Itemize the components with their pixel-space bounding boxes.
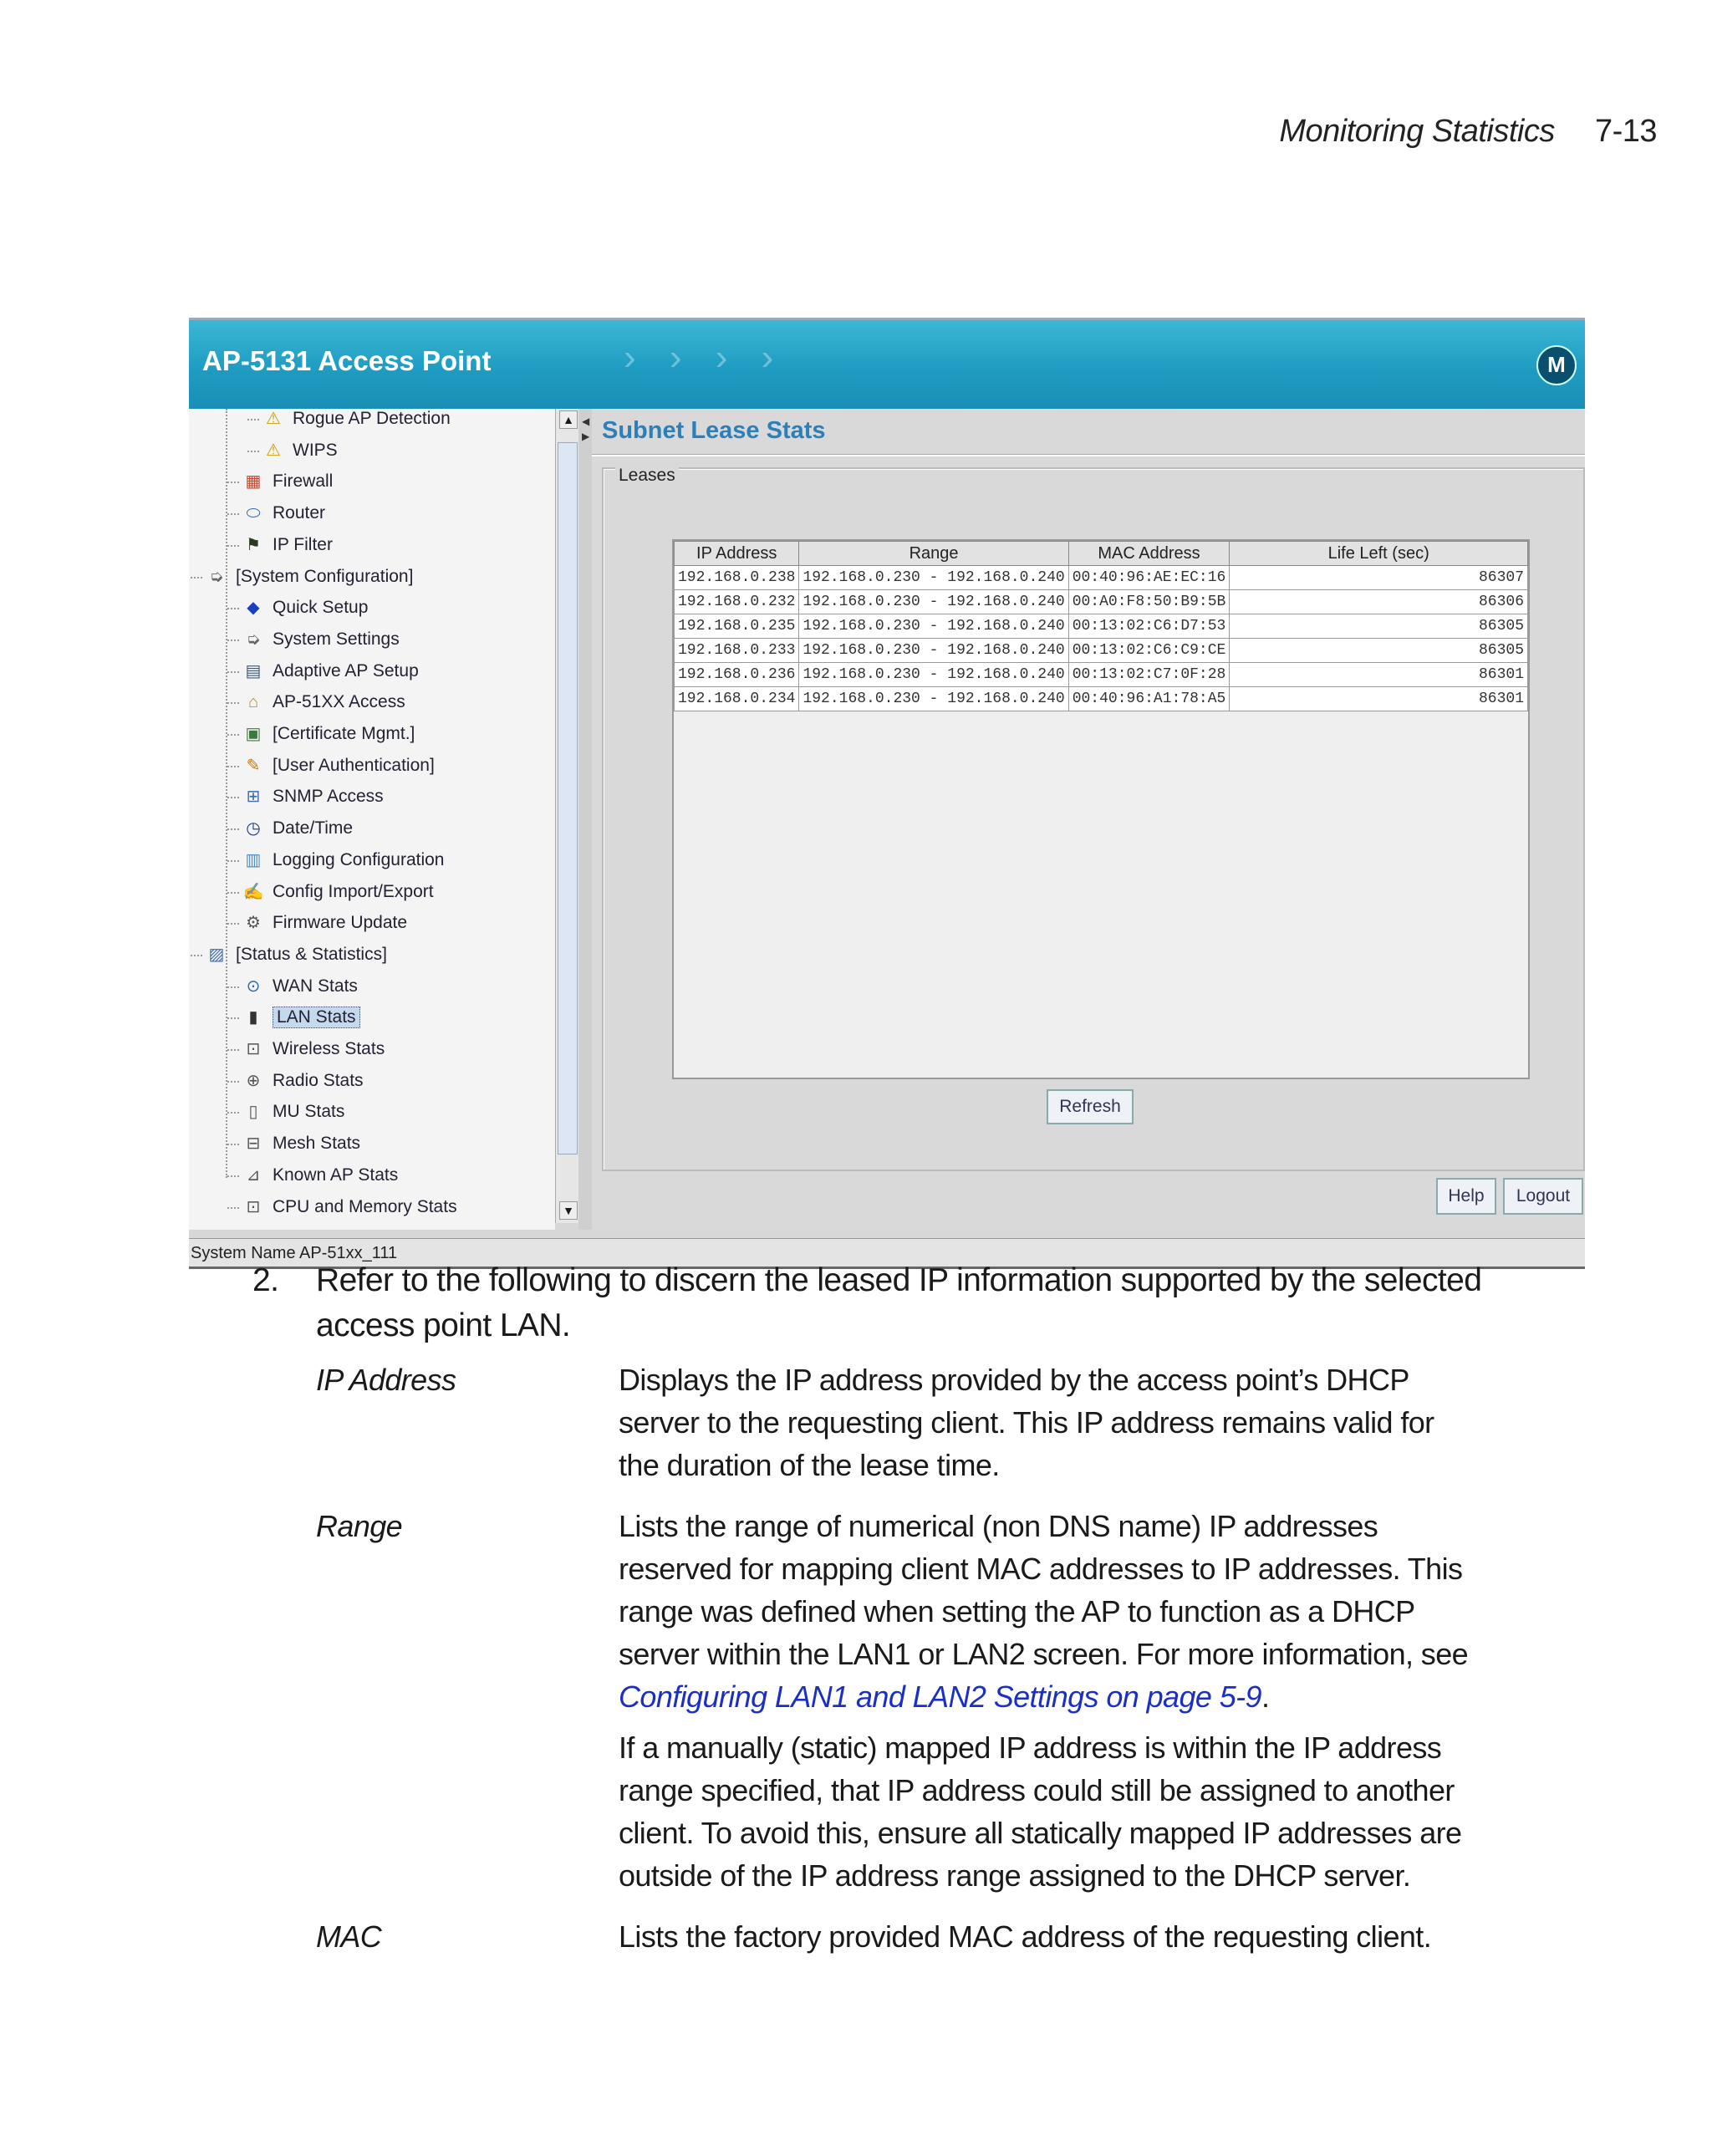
term: IP Address — [316, 1363, 456, 1397]
tree-item[interactable] — [242, 1192, 457, 1222]
tree-branch-line — [227, 1017, 239, 1019]
tree-item-label: WIPS — [293, 440, 338, 460]
tree-branch-line — [227, 797, 239, 798]
term: MAC — [316, 1919, 382, 1954]
cell-ip-address: 192.168.0.238 — [675, 566, 799, 590]
tree-item[interactable] — [242, 971, 358, 1002]
tree-item[interactable] — [242, 719, 415, 749]
tree-item-label: Adaptive AP Setup — [273, 660, 419, 680]
app-title: AP-5131 Access Point — [202, 345, 492, 376]
cell-mac-address: 00:13:02:C7:0F:28 — [1068, 663, 1230, 687]
step-text: Refer to the following to discern the leased IP information supported by the selected access point LAN. — [316, 1262, 1482, 1343]
tree-branch-line — [227, 608, 239, 609]
cell-range: 192.168.0.230 - 192.168.0.240 — [799, 687, 1068, 711]
tree-item[interactable] — [242, 466, 333, 497]
tree-branch-line — [227, 640, 239, 641]
tree-branch-line — [227, 1049, 239, 1051]
cell-ip-address: 192.168.0.233 — [675, 639, 799, 663]
tree-item-label: Rogue AP Detection — [293, 409, 451, 428]
tree-item[interactable] — [242, 1129, 360, 1159]
tree-item[interactable] — [206, 562, 413, 592]
cell-ip-address: 192.168.0.232 — [675, 590, 799, 614]
import-export-icon: ✍ — [242, 882, 264, 901]
lease-table — [674, 541, 1528, 711]
ip-filter-icon: ⚑ — [246, 535, 261, 554]
cell-life-left: 86301 — [1230, 663, 1528, 687]
tree-item-label: Mesh Stats — [273, 1134, 361, 1154]
cell-life-left: 86305 — [1230, 639, 1528, 663]
ap-access-icon: ⌂ — [247, 693, 259, 712]
leases-legend: Leases — [615, 466, 679, 486]
snmp-icon: ⊞ — [246, 787, 261, 807]
panel-title: Subnet Lease Stats — [602, 417, 826, 444]
tree-item-label: [System Configuration] — [236, 566, 414, 586]
tree-branch-line — [227, 1175, 239, 1177]
term: Range — [316, 1509, 403, 1543]
cell-mac-address: 00:40:96:A1:78:A5 — [1068, 687, 1230, 711]
motorola-logo-icon: M — [1536, 345, 1577, 385]
certificate-icon: ▣ — [245, 725, 262, 743]
tree-item[interactable] — [242, 530, 333, 560]
tree-branch-line — [227, 766, 239, 767]
user-authentication-icon: ✎ — [246, 756, 261, 775]
tree-item[interactable] — [242, 845, 445, 875]
tree-item[interactable] — [242, 624, 400, 655]
tree-item-label: Quick Setup — [273, 598, 369, 618]
tree-item-label: [User Authentication] — [273, 755, 435, 775]
tree-branch-line — [247, 451, 259, 452]
app-banner — [189, 320, 1585, 409]
column-header-range[interactable]: Range — [799, 542, 1068, 566]
tree-branch-line — [247, 419, 259, 420]
refresh-button[interactable]: Refresh — [1047, 1089, 1134, 1124]
cell-life-left: 86301 — [1230, 687, 1528, 711]
tree-branch-line — [227, 1112, 239, 1114]
tree-item[interactable] — [242, 687, 405, 717]
collapse-left-icon[interactable]: ◀ — [582, 415, 590, 427]
tree-item-label: IP Filter — [273, 534, 333, 554]
table-header-row — [675, 542, 1528, 566]
tree-item-label: [Status & Statistics] — [236, 944, 387, 964]
wireless-stats-icon: ⊡ — [246, 1040, 261, 1058]
column-header-life-left[interactable]: Life Left (sec) — [1230, 542, 1528, 566]
definition-mac — [316, 1915, 1486, 1958]
tree-branch-line — [227, 1144, 239, 1145]
tree-item-label: Firmware Update — [273, 913, 408, 933]
cell-ip-address: 192.168.0.234 — [675, 687, 799, 711]
tree-item-label: LAN Stats — [273, 1007, 360, 1028]
cell-range: 192.168.0.230 - 192.168.0.240 — [799, 590, 1068, 614]
tree-branch-line — [227, 734, 239, 736]
tree-item[interactable] — [262, 436, 338, 466]
description-text: Lists the range of numerical (non DNS name) IP addresses reserved for mapping client MAC addresses to IP addresses. This range was defined when setting the AP to function as a DHCP server within the LAN1 or LAN2 screen. For more information, see — [619, 1509, 1469, 1671]
tree-item-label: Config Import/Export — [273, 881, 434, 901]
cell-range: 192.168.0.230 - 192.168.0.240 — [799, 566, 1068, 590]
tree-scrollbar[interactable] — [555, 409, 579, 1223]
system-settings-icon: ➭ — [246, 629, 261, 649]
tree-item[interactable] — [242, 498, 325, 528]
page-header — [1279, 114, 1657, 150]
tree-item[interactable] — [242, 813, 353, 844]
tree-item-label: Logging Configuration — [273, 849, 445, 869]
tree-branch-line — [227, 702, 239, 704]
ap-ui-screenshot — [189, 318, 1585, 1269]
table-row[interactable] — [675, 566, 1528, 590]
cell-range: 192.168.0.230 - 192.168.0.240 — [799, 639, 1068, 663]
banner-decoration: › › › › — [624, 337, 786, 378]
cell-mac-address: 00:13:02:C6:D7:53 — [1068, 614, 1230, 639]
definition-list — [316, 1358, 1486, 1976]
tree-branch-line — [227, 986, 239, 988]
cell-life-left: 86305 — [1230, 614, 1528, 639]
tree-branch-line — [191, 577, 202, 579]
tree-item[interactable] — [242, 1097, 344, 1127]
cell-mac-address: 00:40:96:AE:EC:16 — [1068, 566, 1230, 590]
wips-icon: ⚠ — [266, 441, 281, 460]
section-title: Monitoring Statistics — [1279, 114, 1555, 149]
leases-group — [602, 467, 1585, 1171]
lan-stats-icon: ▮ — [248, 1008, 258, 1027]
tree-item[interactable] — [242, 1066, 364, 1096]
cell-range: 192.168.0.230 - 192.168.0.240 — [799, 663, 1068, 687]
tree-item-label: System Settings — [273, 629, 400, 649]
logging-icon: ▥ — [245, 850, 262, 869]
tree-item[interactable] — [242, 1160, 398, 1190]
tree-item-label: Router — [273, 503, 326, 523]
tree-item-label: [Certificate Mgmt.] — [273, 724, 415, 743]
cpu-memory-stats-icon: ⊡ — [246, 1197, 261, 1216]
column-header-mac-address[interactable]: MAC Address — [1068, 542, 1230, 566]
firewall-icon: ▦ — [245, 472, 262, 492]
tree-item-label: Date/Time — [273, 818, 354, 838]
tree-item[interactable] — [206, 940, 387, 970]
router-icon: ⬭ — [246, 504, 261, 523]
tree-item[interactable] — [242, 908, 407, 938]
radio-stats-icon: ⊕ — [246, 1071, 261, 1090]
tree-item[interactable] — [262, 409, 451, 434]
cell-mac-address: 00:13:02:C6:C9:CE — [1068, 639, 1230, 663]
cell-ip-address: 192.168.0.235 — [675, 614, 799, 639]
description — [619, 1505, 1471, 1718]
tree-item-label: AP-51XX Access — [273, 692, 405, 712]
tree-item[interactable] — [242, 1002, 360, 1032]
tree-branch-line — [227, 513, 239, 515]
scrollbar-thumb[interactable] — [558, 442, 578, 1154]
table-row[interactable] — [675, 663, 1528, 687]
cell-mac-address: 00:A0:F8:50:B9:5B — [1068, 590, 1230, 614]
tree-branch-line — [227, 860, 239, 862]
tree-item-label: Radio Stats — [273, 1070, 364, 1090]
scroll-up-icon[interactable]: ▲ — [559, 410, 578, 429]
clock-icon: ◷ — [246, 819, 261, 838]
tree-branch-line — [227, 482, 239, 483]
definition-range — [316, 1505, 1486, 1897]
tree-item-label: Known AP Stats — [273, 1165, 399, 1185]
cross-reference-link[interactable]: Configuring LAN1 and LAN2 Settings on page 5-9 — [619, 1679, 1261, 1714]
tree-branch-line — [227, 1207, 239, 1209]
content-pane — [592, 409, 1585, 1230]
navigation-tree — [189, 409, 555, 1230]
definition-ip-address — [316, 1358, 1486, 1486]
tree-item-label: WAN Stats — [273, 976, 358, 996]
tree-branch-line — [227, 545, 239, 547]
quick-setup-icon: ◆ — [247, 599, 260, 618]
tree-item-label: MU Stats — [273, 1102, 345, 1122]
cell-life-left: 86307 — [1230, 566, 1528, 590]
tree-branch-line — [191, 955, 202, 956]
firmware-icon: ⚙ — [246, 914, 261, 933]
title-divider — [592, 454, 1585, 456]
cell-range: 192.168.0.230 - 192.168.0.240 — [799, 614, 1068, 639]
tree-branch-line — [227, 828, 239, 830]
table-row[interactable] — [675, 590, 1528, 614]
pane-splitter[interactable] — [578, 409, 592, 1230]
table-row[interactable] — [675, 639, 1528, 663]
adaptive-ap-icon: ▤ — [245, 661, 262, 680]
tree-branch-line — [227, 892, 239, 894]
tree-item[interactable] — [242, 656, 419, 686]
tree-guide-line — [226, 409, 227, 1178]
tree-item-label: SNMP Access — [273, 787, 384, 807]
status-bar: System Name AP-51xx_111 — [189, 1238, 1585, 1267]
rogue-ap-icon: ⚠ — [266, 410, 281, 428]
help-button[interactable]: Help — [1436, 1178, 1496, 1215]
system-configuration-icon: ➭ — [209, 567, 224, 586]
tree-item-label: Firewall — [273, 471, 334, 492]
tree-item[interactable] — [242, 782, 384, 812]
description: Lists the factory provided MAC address of the requesting client. — [619, 1919, 1432, 1954]
mu-stats-icon: ▯ — [248, 1103, 258, 1122]
scroll-down-icon[interactable]: ▼ — [559, 1201, 578, 1220]
mesh-stats-icon: ⊟ — [246, 1134, 261, 1154]
step-number: 2. — [252, 1262, 279, 1298]
tree-item[interactable] — [242, 593, 368, 623]
tree-branch-line — [227, 923, 239, 925]
known-ap-stats-icon: ⊿ — [246, 1165, 261, 1185]
lease-table-container — [672, 539, 1530, 1079]
wan-stats-icon: ⊙ — [246, 976, 261, 996]
page-number: 7-13 — [1594, 114, 1657, 149]
tree-item[interactable] — [242, 751, 435, 781]
cell-ip-address: 192.168.0.236 — [675, 663, 799, 687]
tree-item-label: Wireless Stats — [273, 1039, 385, 1058]
expand-right-icon[interactable]: ▶ — [582, 431, 590, 442]
tree-branch-line — [227, 671, 239, 673]
description-suffix: . — [1261, 1679, 1270, 1714]
tree-branch-line — [227, 1081, 239, 1083]
table-row[interactable] — [675, 687, 1528, 711]
tree-item[interactable] — [242, 1034, 385, 1064]
tree-item[interactable] — [242, 877, 434, 907]
table-row[interactable] — [675, 614, 1528, 639]
logout-button[interactable]: Logout — [1503, 1178, 1583, 1215]
tree-item-label: CPU and Memory Stats — [273, 1196, 457, 1216]
column-header-ip-address[interactable]: IP Address — [675, 542, 799, 566]
description: Displays the IP address provided by the access point’s DHCP server to the requesting client. This IP address remains valid for the duration of the lease time. — [619, 1363, 1434, 1482]
status-statistics-icon: ▨ — [208, 945, 225, 964]
description-note: If a manually (static) mapped IP address is within the IP address range specified, that IP address could still be assigned to another client. To avoid this, ensure all statically mapped IP addresses are outside of the IP address range assigned to the DHCP server. — [619, 1730, 1462, 1893]
cell-life-left: 86306 — [1230, 590, 1528, 614]
